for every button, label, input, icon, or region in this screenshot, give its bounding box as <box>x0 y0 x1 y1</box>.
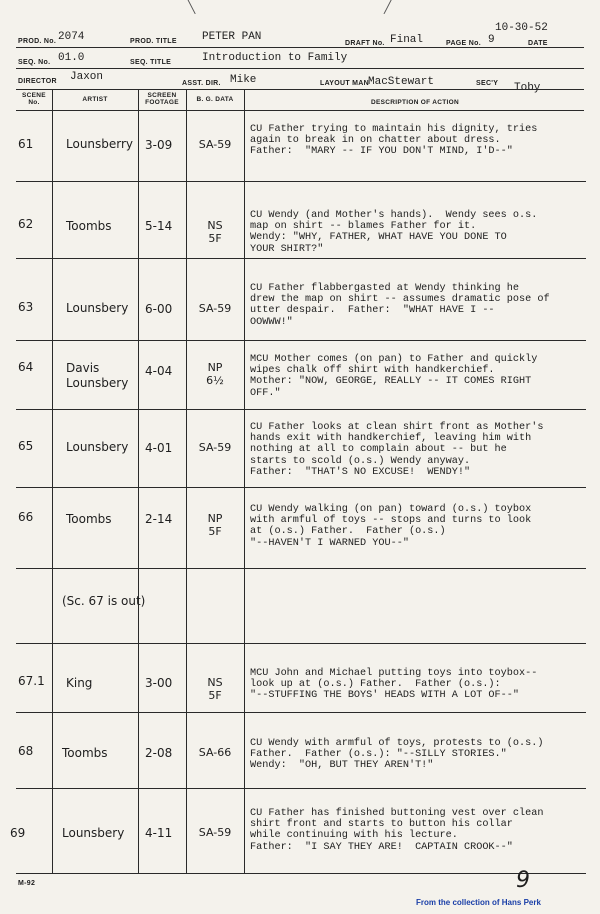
secy-label: SEC'Y <box>476 80 499 87</box>
scene-out-note: (Sc. 67 is out) <box>62 594 146 608</box>
screen-footage: 4-11 <box>145 826 173 840</box>
artist-name: King <box>66 676 93 690</box>
screen-footage: 6-00 <box>145 302 173 316</box>
date-label: DATE <box>528 40 548 47</box>
artist-name: Davis Lounsbery <box>66 361 129 390</box>
prod-no: 2074 <box>58 31 85 43</box>
action-description: MCU John and Michael putting toys into toybox-- look up at (o.s.) Father. Father (o.s.): "--STUFFING THE BOYS' HEADS WITH A LOT OF--" <box>250 668 538 702</box>
page-number-handwritten: 9 <box>516 868 530 893</box>
director: Jaxon <box>70 71 104 83</box>
prod-title-label: PROD. TITLE <box>130 38 177 45</box>
bg-data: SA-59 <box>198 302 232 315</box>
artist-name: Lounsbery <box>66 301 129 315</box>
prod-no-label: PROD. No. <box>18 38 57 45</box>
seq-no: 01.0 <box>58 52 85 64</box>
artist-name: Lounsberry <box>66 137 134 151</box>
collection-credit: From the collection of Hans Perk <box>416 898 541 907</box>
secy: Toby <box>514 82 541 94</box>
action-description: CU Wendy (and Mother's hands). Wendy sees o.s. map on shirt -- blames Father for it. Wendy: "WHY, FATHER, WHAT HAVE YOU DONE TO YOUR SHIRT?" <box>250 210 538 255</box>
screen-footage: 5-14 <box>145 219 173 233</box>
scene-number: 64 <box>18 360 34 374</box>
page-no-label: PAGE No. <box>446 40 481 47</box>
action-description: CU Father trying to maintain his dignity, tries again to break in on chatter about dress. Father: "MARY -- IF YOU DON'T MIND, I'D--" <box>250 124 538 158</box>
action-description: CU Father looks at clean shirt front as Mother's hands exit with handkerchief, leaving him with nothing at all to complain about -- but he starts to scold (o.s.) Wendy anyway. Father: "THAT'S NO EXCUSE! WENDY!" <box>250 422 544 478</box>
col-description: DESCRIPTION OF ACTION <box>370 99 460 106</box>
bg-data: NS 5F <box>207 676 223 702</box>
artist-name: Toombs <box>66 512 112 526</box>
scene-number: 61 <box>18 137 34 151</box>
layout-man-label: LAYOUT MAN <box>320 80 370 87</box>
draft-no-label: DRAFT No. <box>345 40 385 47</box>
screen-footage: 4-04 <box>145 364 173 378</box>
screen-footage: 4-01 <box>145 441 173 455</box>
bg-data: SA-59 <box>198 826 232 839</box>
asst-dir-label: ASST. DIR. <box>182 80 221 87</box>
action-description: CU Wendy with armful of toys, protests to (o.s.) Father. Father (o.s.): "--SILLY STORIES." Wendy: "OH, BUT THEY AREN'T!" <box>250 738 544 772</box>
binder-mark: ╱ <box>384 0 392 14</box>
scene-number: 62 <box>18 217 34 231</box>
artist-name: Lounsbery <box>66 440 129 454</box>
director-label: DIRECTOR <box>18 78 57 85</box>
form-number: M-92 <box>18 880 36 887</box>
col-footage: SCREEN FOOTAGE <box>145 92 179 106</box>
action-description: CU Father has finished buttoning vest over clean shirt front and starts to button his collar while continuing with his lecture. Father: "I SAY THEY ARE! CAPTAIN CROOK--" <box>250 808 544 853</box>
scene-number: 65 <box>18 439 34 453</box>
action-description: MCU Mother comes (on pan) to Father and quickly wipes chalk off shirt with handkerchief. Mother: "NOW, GEORGE, REALLY -- IT COMES RIGHT OFF." <box>250 354 538 399</box>
screen-footage: 2-14 <box>145 512 173 526</box>
bg-data: NS 5F <box>207 219 223 245</box>
layout-man: MacStewart <box>368 76 435 88</box>
col-bg-data: B. G. DATA <box>196 96 234 103</box>
seq-title: Introduction to Family <box>202 52 348 64</box>
scene-number: 67.1 <box>18 674 45 688</box>
prod-title: PETER PAN <box>202 31 262 43</box>
screen-footage: 3-00 <box>145 676 173 690</box>
asst-dir: Mike <box>230 74 257 86</box>
bg-data: SA-66 <box>198 746 232 759</box>
scene-number: 63 <box>18 300 34 314</box>
scene-number: 68 <box>18 744 34 758</box>
artist-name: Toombs <box>62 746 108 760</box>
bg-data: SA-59 <box>198 138 232 151</box>
page-no: 9 <box>488 34 495 46</box>
bg-data: SA-59 <box>198 441 232 454</box>
col-artist: ARTIST <box>82 96 108 103</box>
seq-title-label: SEQ. TITLE <box>130 59 172 66</box>
bg-data: NP 6½ <box>206 361 224 387</box>
screen-footage: 3-09 <box>145 138 173 152</box>
action-description: CU Father flabbergasted at Wendy thinking he drew the map on shirt -- assumes dramatic pose of utter despair. Father: "WHAT HAVE I -- OOWWW!" <box>250 283 550 328</box>
scene-number: 66 <box>18 510 34 524</box>
scene-number: 69 <box>10 826 26 840</box>
artist-name: Lounsbery <box>62 826 125 840</box>
date-value: 10-30-52 <box>495 22 548 34</box>
screen-footage: 2-08 <box>145 746 173 760</box>
seq-no-label: SEQ. No. <box>18 59 51 66</box>
binder-mark: ╲ <box>188 0 196 14</box>
draft-no: Final <box>390 34 424 46</box>
action-description: CU Wendy walking (on pan) toward (o.s.) toybox with armful of toys -- stops and turns to look at (o.s.) Father. Father (o.s.) "--HAVEN'T I WARNED YOU--" <box>250 504 532 549</box>
col-scene: SCENE No. <box>22 92 46 106</box>
artist-name: Toombs <box>66 219 112 233</box>
bg-data: NP 5F <box>207 512 223 538</box>
